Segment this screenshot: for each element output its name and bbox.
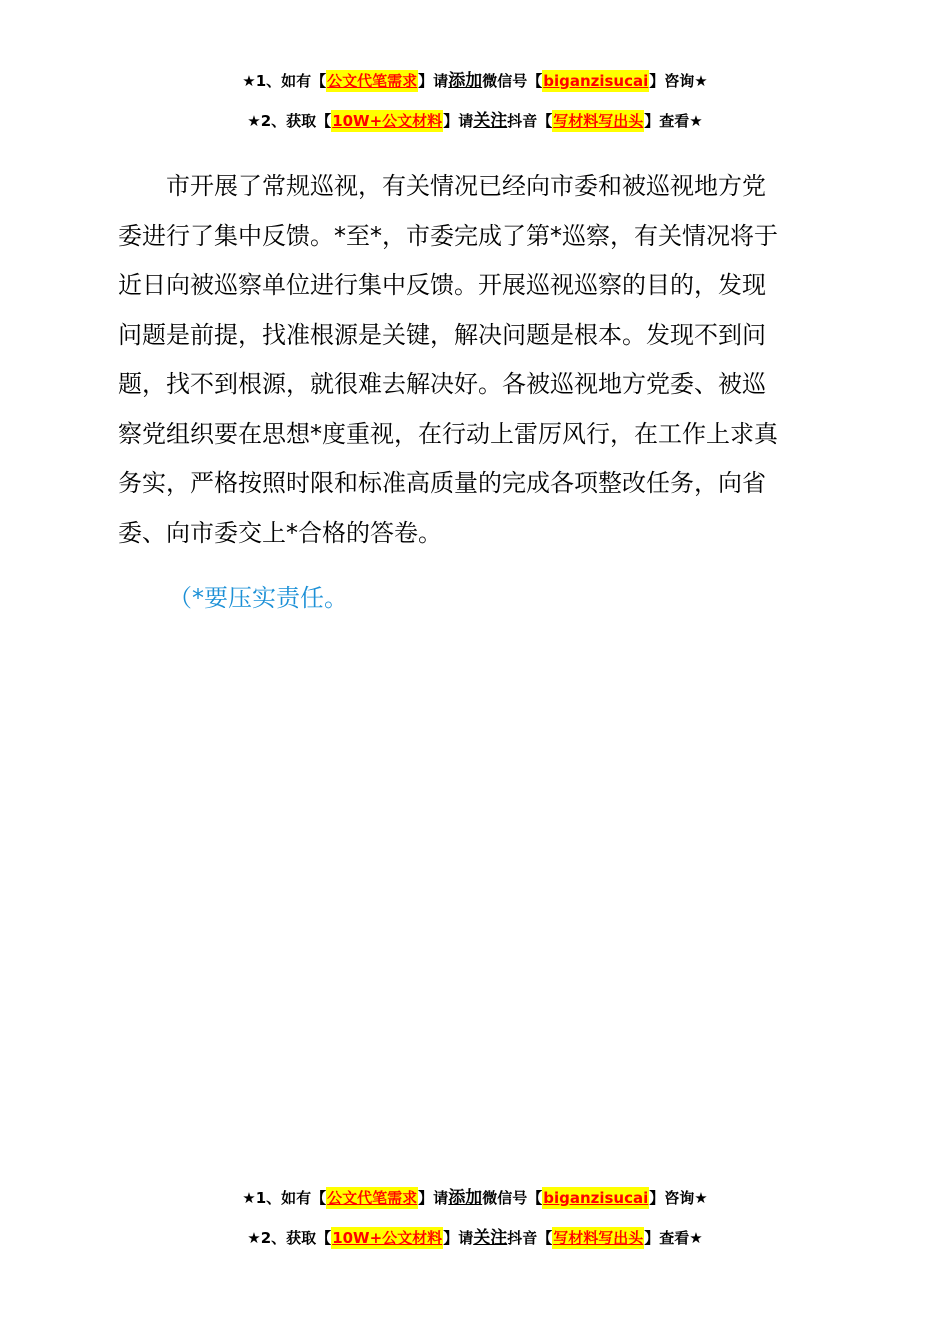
footer-line2-suffix: 】查看★ <box>644 1229 703 1247</box>
footer-ad-line-2 <box>0 1227 950 1249</box>
header-line2-prefix: ★2、获取【 <box>247 112 332 130</box>
footer-line2-highlight-materials: 10W+公文材料 <box>332 1229 443 1247</box>
header-line2-suffix: 】查看★ <box>644 112 703 130</box>
footer-line1-prefix: ★1、如有【 <box>242 1189 327 1207</box>
footer-line2-prefix: ★2、获取【 <box>247 1229 332 1247</box>
header-line2-text-2: 抖音【 <box>507 112 553 130</box>
header-line2-highlight-douyin: 写材料写出头 <box>553 112 644 130</box>
paragraph-line: 察党组织要在思想*度重视，在行动上雷厉风行，在工作上求真 <box>118 419 778 448</box>
footer-line2-text-2: 抖音【 <box>507 1229 553 1247</box>
paragraph-line: 题，找不到根源，就很难去解决好。各被巡视地方党委、被巡 <box>118 370 766 398</box>
paragraph-line: 委进行了集中反馈。*至*，市委完成了第*巡察，有关情况将于 <box>118 221 778 250</box>
header-line1-highlight-service: 公文代笔需求 <box>327 72 418 90</box>
header-line1-text: 】请 <box>418 72 449 90</box>
header-ad-line-1 <box>0 70 950 92</box>
section-heading: （*要压实责任。 <box>168 584 348 612</box>
footer-ad-line-1 <box>0 1187 950 1209</box>
header-line1-prefix: ★1、如有【 <box>242 72 327 90</box>
footer-line1-text: 】请 <box>418 1189 449 1207</box>
paragraph-line: 问题是前提，找准根源是关键，解决问题是根本。发现不到问 <box>118 320 766 349</box>
footer-line2-highlight-douyin: 写材料写出头 <box>553 1229 644 1247</box>
paragraph-line: 务实，严格按照时限和标准高质量的完成各项整改任务，向省 <box>118 469 766 497</box>
footer-line2-emphasis: 关注 <box>473 1228 508 1248</box>
header-line2-text: 】请 <box>443 112 474 130</box>
header-line2-highlight-materials: 10W+公文材料 <box>332 112 443 130</box>
header-line1-suffix: 】咨询★ <box>649 72 708 90</box>
footer-line1-suffix: 】咨询★ <box>649 1189 708 1207</box>
footer-line2-text: 】请 <box>443 1229 474 1247</box>
header-line1-emphasis: 添加 <box>448 71 483 91</box>
footer-line1-highlight-service: 公文代笔需求 <box>327 1189 418 1207</box>
paragraph-line: 市开展了常规巡视，有关情况已经向市委和被巡视地方党 <box>118 172 766 200</box>
paragraph-line: 委、向市委交上*合格的答卷。 <box>118 518 442 547</box>
footer-line1-emphasis: 添加 <box>448 1188 483 1208</box>
paragraph-line: 近日向被巡察单位进行集中反馈。开展巡视巡察的目的，发现 <box>118 271 766 299</box>
header-line1-text-2: 微信号【 <box>482 72 543 90</box>
body-paragraph <box>118 162 838 558</box>
header-line2-emphasis: 关注 <box>473 111 508 131</box>
footer-line1-highlight-wechat: biganzisucai <box>543 1189 649 1207</box>
footer-line1-text-2: 微信号【 <box>482 1189 543 1207</box>
header-line1-highlight-wechat: biganzisucai <box>543 72 649 90</box>
header-ad-line-2 <box>0 110 950 132</box>
